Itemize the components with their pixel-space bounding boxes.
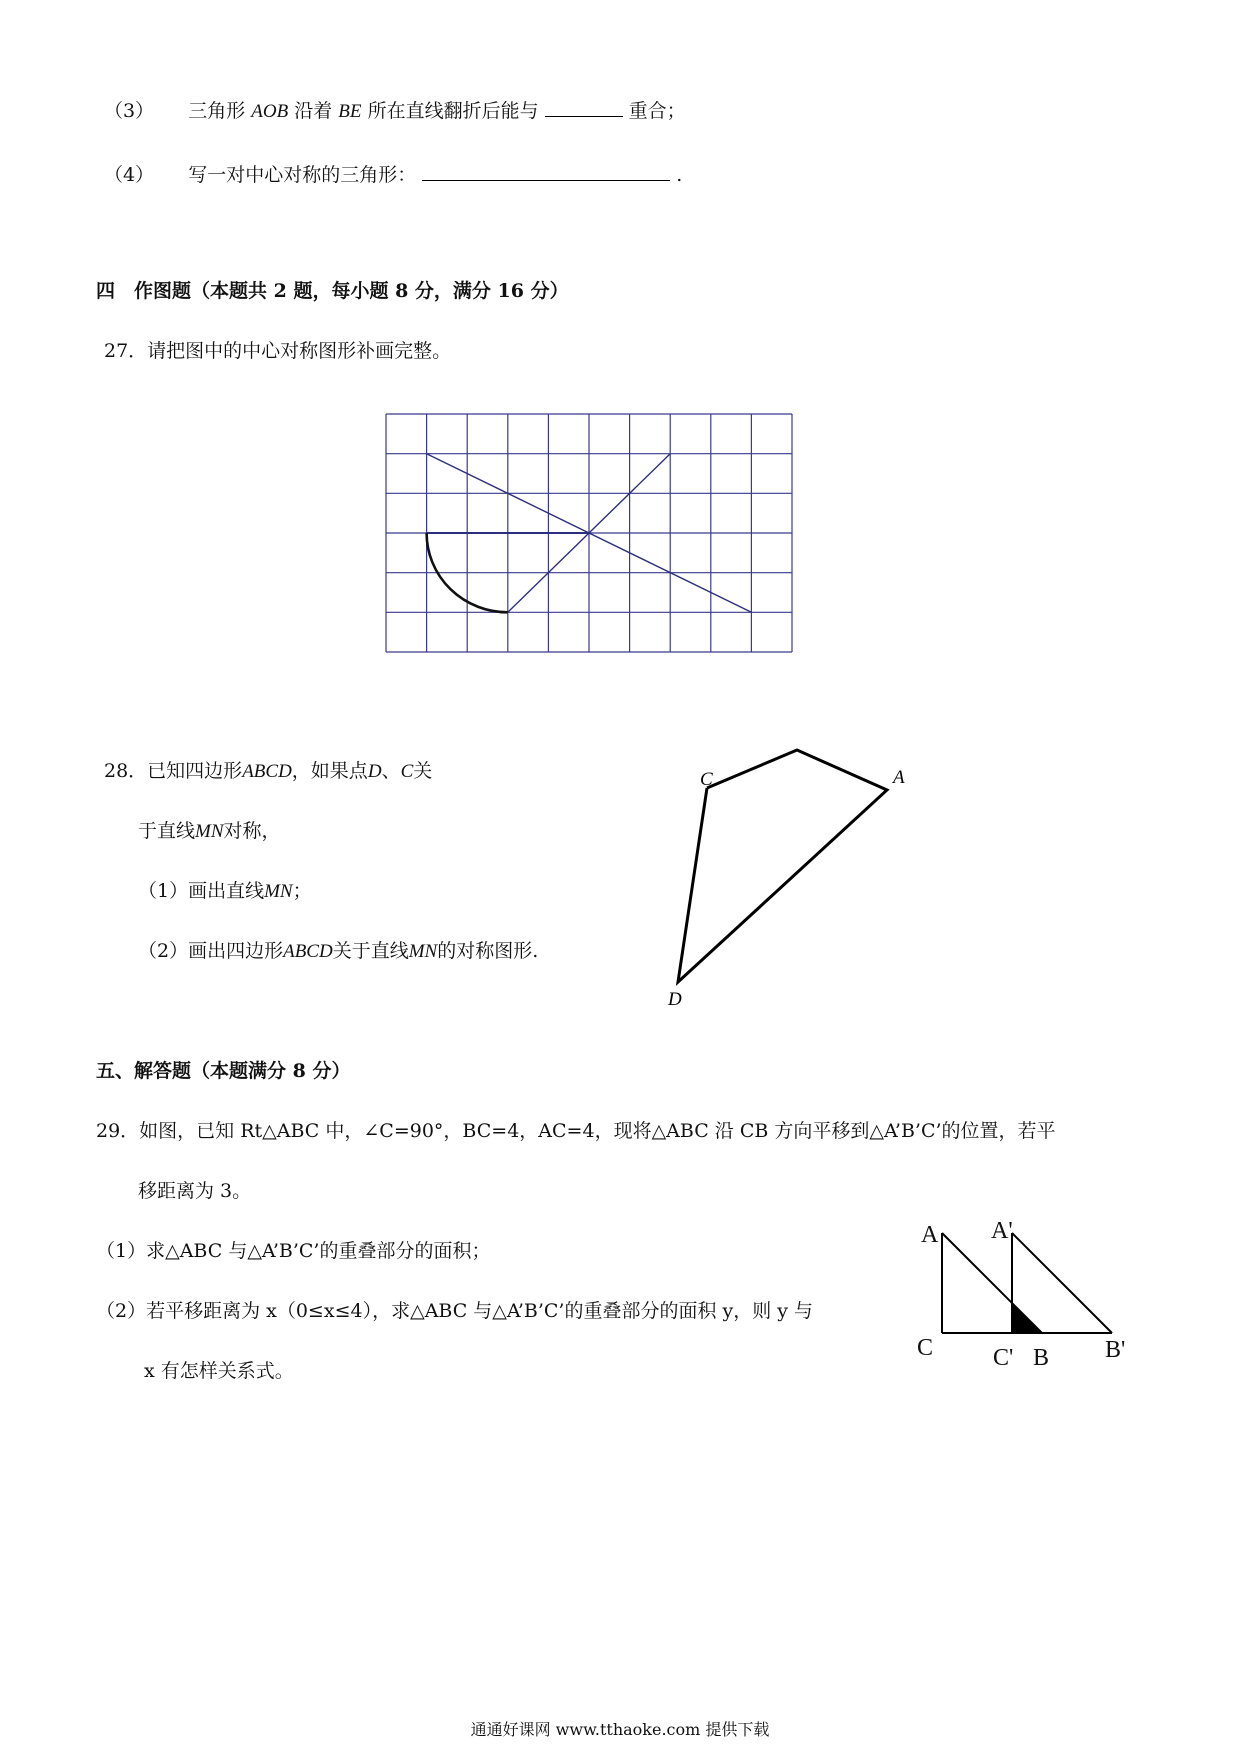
q28-sub2-var-mn: MN <box>408 941 438 962</box>
q28-line2-pre: 于直线 <box>138 820 196 842</box>
q28-quadrilateral-figure <box>650 735 910 1015</box>
q28-line1-sep: 、 <box>381 760 401 782</box>
q29-overlap-region <box>1012 1303 1042 1333</box>
q26-part3-var-be: BE <box>338 101 362 122</box>
q26-part4-line <box>104 166 682 185</box>
q28-label-d: D <box>668 989 682 1010</box>
section5-heading: 五、解答题（本题满分 8 分） <box>96 1060 351 1082</box>
q26-part3-line <box>104 102 686 121</box>
q28-sub1-var-mn: MN <box>264 881 293 902</box>
q26-part3-text-end: 重合； <box>628 100 686 122</box>
q28-line2-var-mn: MN <box>195 821 224 842</box>
q28-sub2 <box>138 942 538 961</box>
q29-label-c: C <box>917 1335 934 1361</box>
q29-translation-figure <box>905 1210 1165 1380</box>
q26-part4-text-end: . <box>676 164 683 186</box>
q26-part3-answer-blank[interactable] <box>545 112 623 117</box>
q27-text: 27．请把图中的中心对称图形补画完整。 <box>104 340 452 362</box>
q29-sub2-cont: x 有怎样关系式。 <box>144 1360 294 1382</box>
q28-line1 <box>104 762 432 781</box>
q26-part3-var-aob: AOB <box>251 101 289 122</box>
q28-sub1-post: ； <box>292 880 312 902</box>
q28-line1-pre: 28．已知四边形 <box>104 760 243 782</box>
q29-label-a: A <box>921 1222 939 1248</box>
q26-part3-number: （3） <box>104 100 155 122</box>
q29-label-b: B <box>1033 1345 1050 1371</box>
q28-line2 <box>138 822 281 841</box>
q29-sub2: （2）若平移距离为 x（0≤x≤4），求△ABC 与△A’B’C’的重叠部分的面积 y，则 y 与 <box>96 1300 814 1322</box>
q28-line1-var-c: C <box>400 761 414 782</box>
section4-heading: 四 作图题（本题共 2 题，每小题 8 分，满分 16 分） <box>96 280 569 302</box>
q26-part4-text: 写一对中心对称的三角形： <box>188 164 417 186</box>
q26-part4-number: （4） <box>104 164 155 186</box>
q28-line1-var-abcd: ABCD <box>242 761 292 782</box>
q26-part3-text-pre: 三角形 <box>188 100 246 122</box>
q29-label-b-prime: B' <box>1105 1337 1126 1363</box>
q26-part3-text-post: 所在直线翻折后能与 <box>367 100 539 122</box>
q29-line2: 移距离为 3。 <box>138 1180 252 1202</box>
q28-sub2-pre: （2）画出四边形 <box>138 940 284 962</box>
q28-sub1 <box>138 882 312 901</box>
q28-sub2-post: 的对称图形. <box>437 940 539 962</box>
q28-label-a: A <box>893 767 905 788</box>
q28-sub2-var-abcd: ABCD <box>283 941 333 962</box>
q28-sub2-mid: 关于直线 <box>332 940 409 962</box>
q28-line2-post: 对称， <box>223 820 281 842</box>
q28-line1-post: 关 <box>413 760 433 782</box>
q29-line1: 29．如图，已知 Rt△ABC 中，∠C=90°，BC=4，AC=4，现将△ABC 沿 CB 方向平移到△A’B’C’的位置，若平 <box>96 1120 1056 1142</box>
q26-part3-text-mid: 沿着 <box>294 100 333 122</box>
q28-line1-mid: ，如果点 <box>291 760 368 782</box>
q29-label-c-prime: C' <box>993 1345 1014 1371</box>
q28-sub1-pre: （1）画出直线 <box>138 880 265 902</box>
q26-part4-answer-blank[interactable] <box>422 176 670 181</box>
q29-label-a-prime: A' <box>991 1218 1013 1244</box>
q27-grid-figure <box>380 408 800 658</box>
page-footer: 通通好课网 www.tthaoke.com 提供下载 <box>470 1720 770 1739</box>
q28-label-c: C <box>700 769 713 790</box>
q29-sub1: （1）求△ABC 与△A’B’C’的重叠部分的面积； <box>96 1240 491 1262</box>
q28-line1-var-d: D <box>367 761 382 782</box>
